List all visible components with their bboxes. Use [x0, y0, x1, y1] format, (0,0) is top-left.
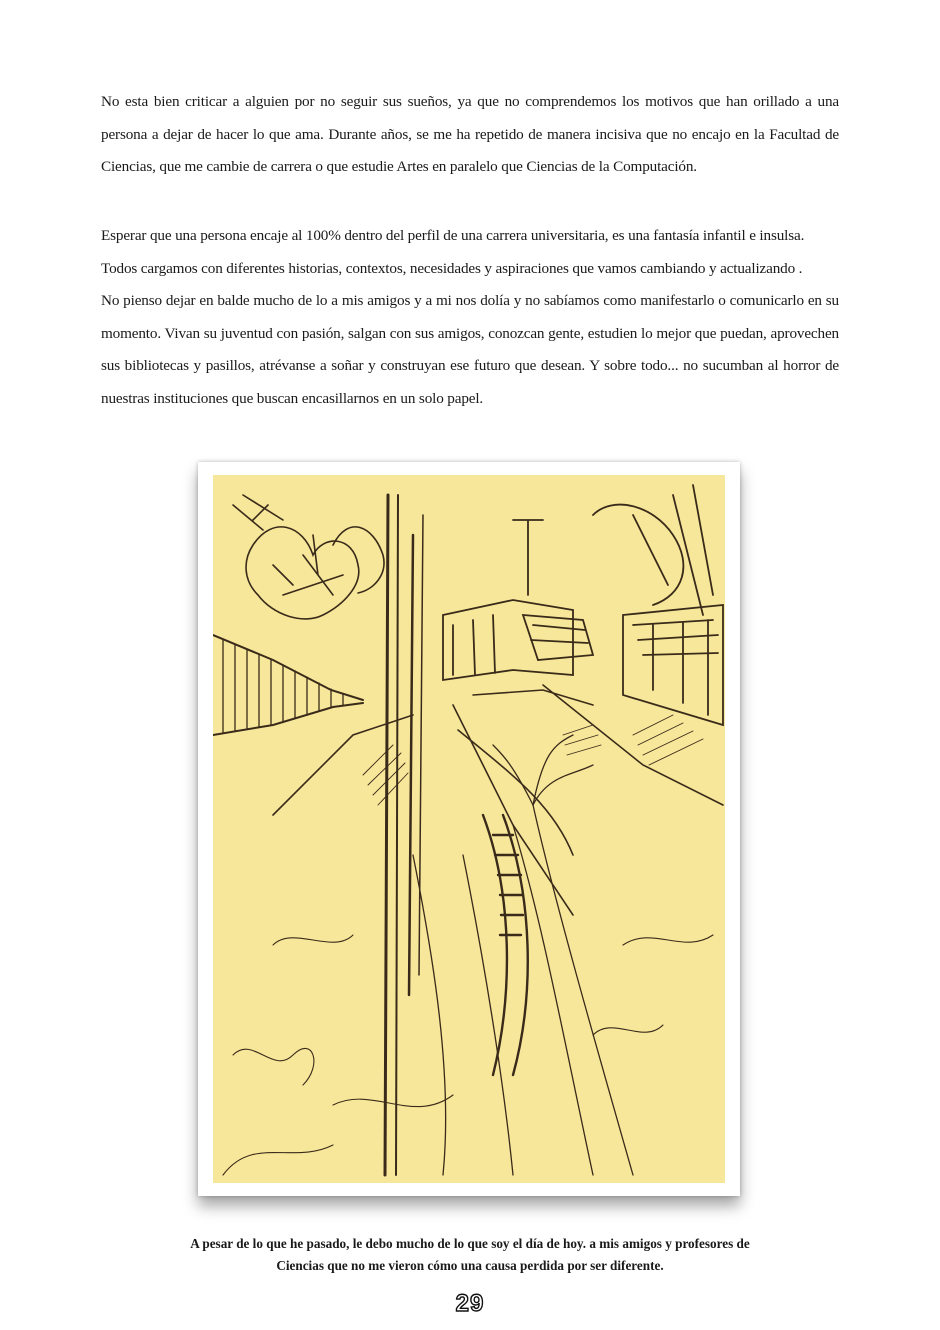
pen-sketch-image — [213, 475, 725, 1183]
figure-caption — [130, 1233, 810, 1277]
paragraph-2-line-3: No pienso dejar en balde mucho de lo a mis amigos y a mi nos dolía y no sabíamos como manifestarlo o comunicarlo en su momento. Vivan su juventud con pasión, salgan con sus amigos, conozcan gente, estudien lo mejor que puedan, aprovechen sus bibliotecas y pasillos, atrévanse a soñar y construyan ese futuro que desean. Y sobre todo... no sucumban al horror de nuestras instituciones que buscan encasillarnos en un solo papel. — [101, 292, 839, 407]
caption-line-2: Ciencias que no me vieron cómo una causa perdida por ser diferente. — [276, 1258, 664, 1273]
page-number: 29 — [455, 1290, 485, 1317]
paragraph-2-line-2: Todos cargamos con diferentes historias, contextos, necesidades y aspiraciones que vamos cambiando y actualizando . — [101, 259, 803, 277]
paragraph-2 — [101, 220, 839, 416]
paragraph-1-text: No esta bien criticar a alguien por no seguir sus sueños, ya que no comprendemos los motivos que han orillado a una persona a dejar de hacer lo que ama. Durante años, se me ha repetido de manera incisiva que no encajo en la Facultad de Ciencias, que me cambie de carrera o que estudie Artes en paralelo que Ciencias de la Computación. — [101, 93, 839, 176]
paragraph-2-line-1: Esperar que una persona encaje al 100% dentro del perfil de una carrera universitaria, es una fantasía infantil e insulsa. — [101, 227, 805, 244]
photo-frame — [198, 462, 740, 1196]
paragraph-1 — [101, 86, 839, 184]
caption-line-1: A pesar de lo que he pasado, le debo mucho de lo que soy el día de hoy. a mis amigos y profesores de — [190, 1236, 750, 1251]
